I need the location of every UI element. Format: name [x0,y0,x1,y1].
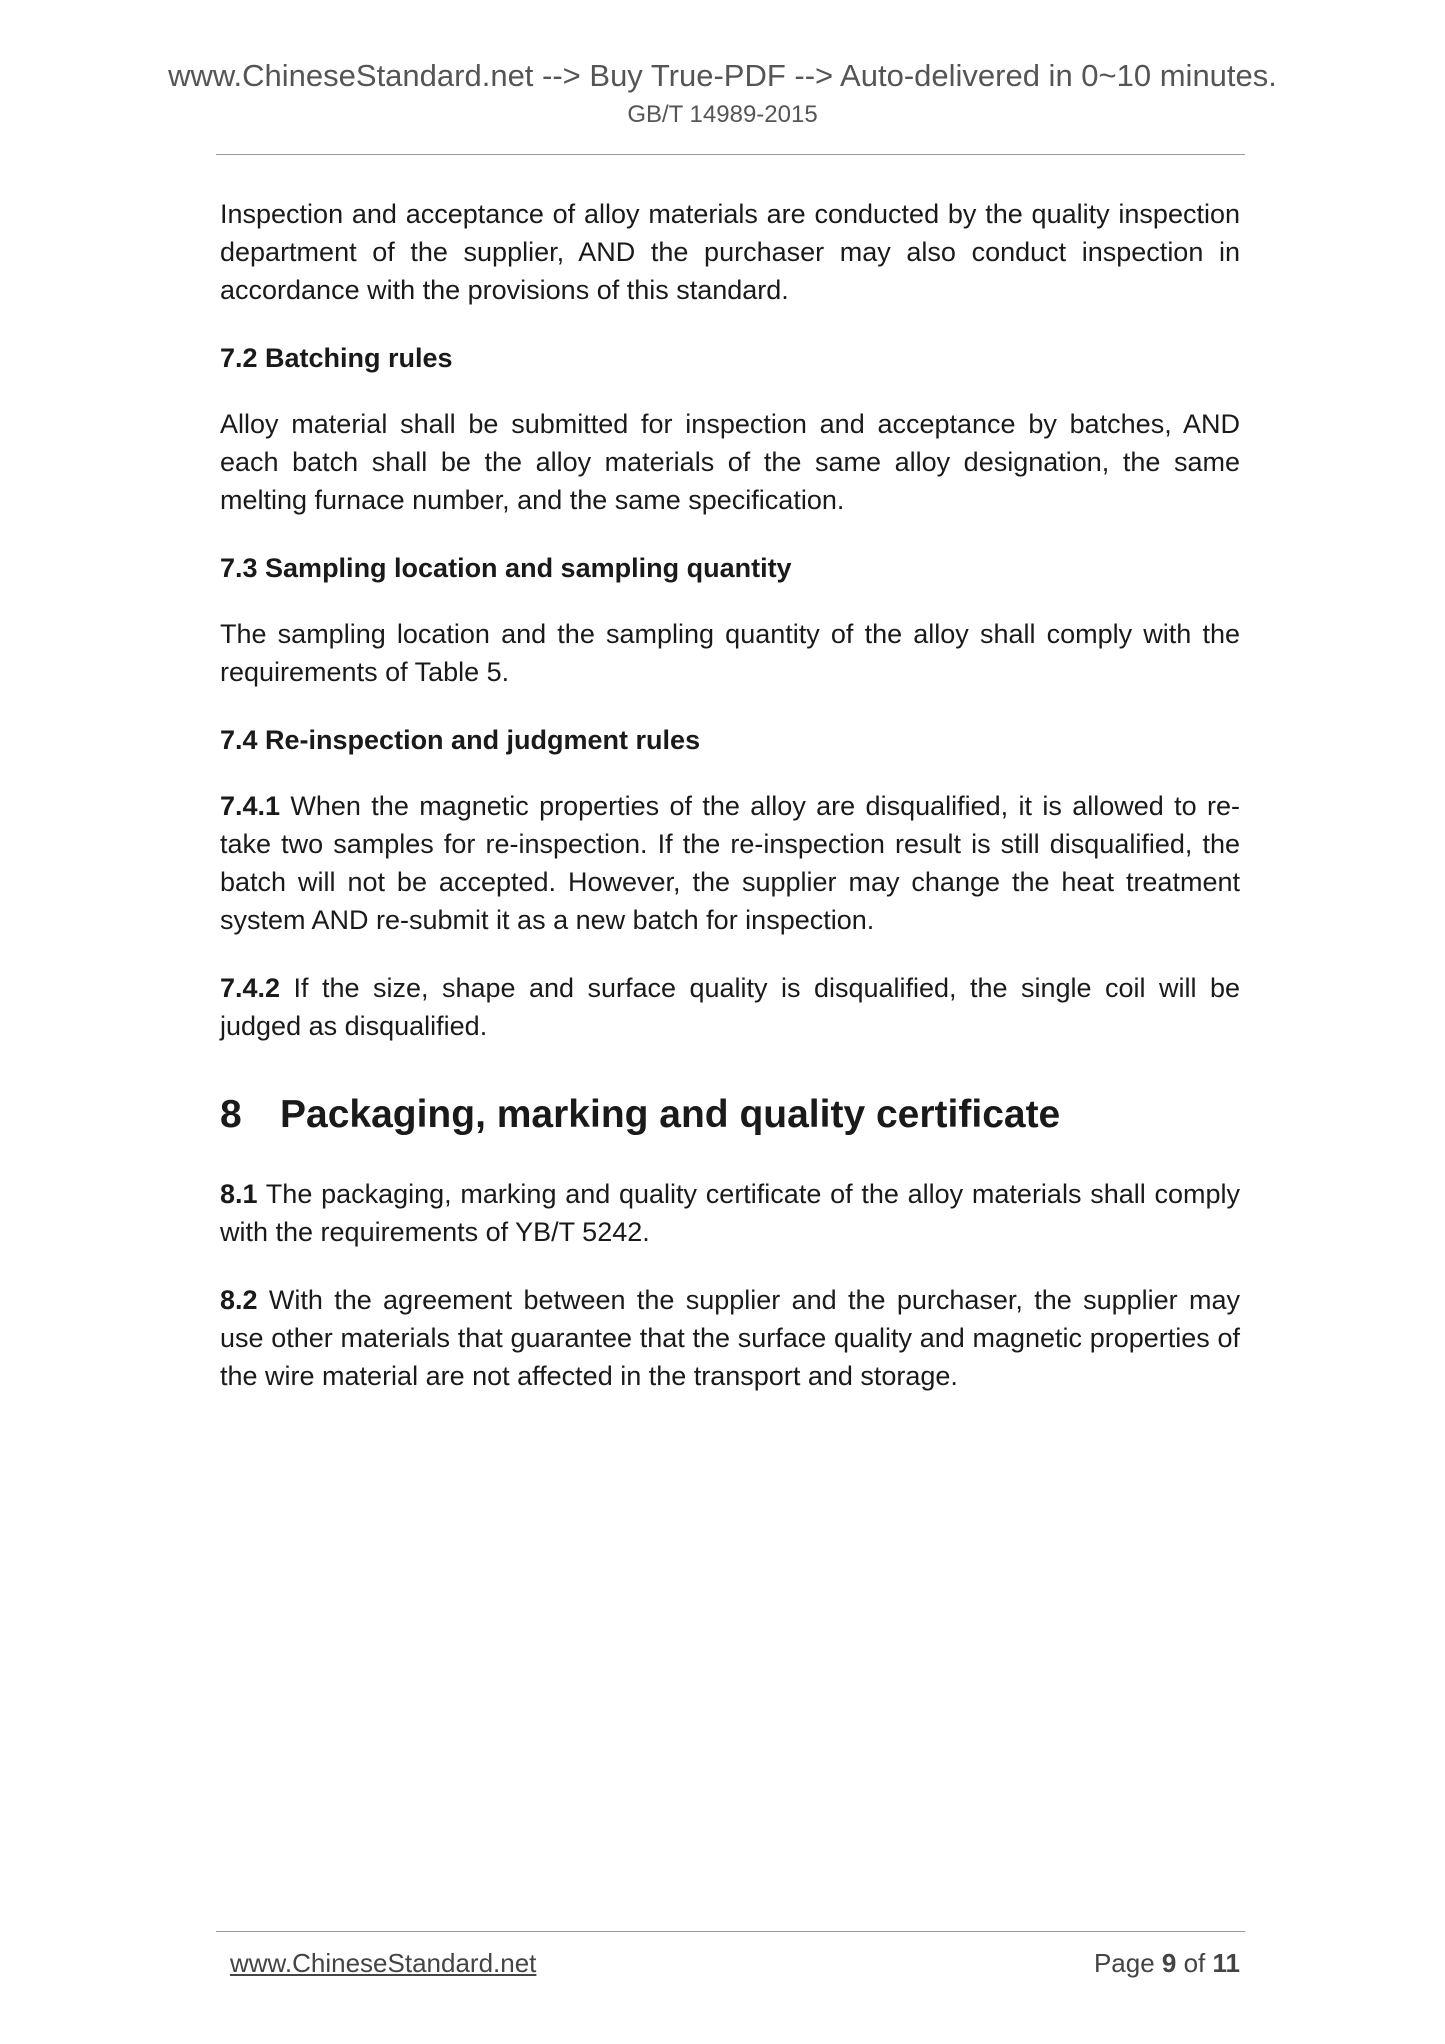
header-banner: www.ChineseStandard.net --> Buy True-PDF --> Auto-delivered in 0~10 minutes. [168,58,1277,93]
page-indicator [1094,1946,1240,1980]
clause-number: 8.1 [220,1179,258,1209]
page-header [0,58,1445,130]
clause-8-2 [220,1281,1240,1395]
clause-number: 7.4.1 [220,791,281,821]
section-title: Packaging, marking and quality certificate [280,1093,1061,1136]
clause-text: With the agreement between the supplier and the purchaser, the supplier may use other materials that guarantee that the surface quality and magnetic properties of the wire material are not affected in the transport and storage. [220,1285,1240,1391]
document-code: GB/T 14989-2015 [627,101,818,128]
clause-number: 8.2 [220,1285,258,1315]
header-divider [216,154,1245,155]
page-of: of [1176,1948,1213,1978]
section-8-heading [220,1091,1240,1139]
clause-8-1 [220,1175,1240,1251]
page-body [220,195,1240,1425]
clause-text: The packaging, marking and quality certificate of the alloy materials shall comply with the requirements of YB/T 5242. [220,1179,1240,1247]
heading-7-3: 7.3 Sampling location and sampling quantity [220,553,792,583]
heading-7-4: 7.4 Re-inspection and judgment rules [220,725,701,755]
clause-number: 7.4.2 [220,973,281,1003]
total-pages: 11 [1212,1948,1240,1978]
heading-7-2: 7.2 Batching rules [220,343,453,373]
paragraph-7-2: Alloy material shall be submitted for inspection and acceptance by batches, AND each batch shall be the alloy materials of the same alloy designation, the same melting furnace number, and the same specification. [220,409,1240,515]
clause-7-4-2 [220,969,1240,1045]
footer-divider [216,1931,1245,1932]
current-page: 9 [1161,1948,1177,1978]
section-number: 8 [220,1093,242,1136]
clause-7-4-1 [220,787,1240,939]
paragraph-7-3: The sampling location and the sampling quantity of the alloy shall comply with the requirements of Table 5. [220,619,1240,687]
clause-text: When the magnetic properties of the alloy are disqualified, it is allowed to re-take two samples for re-inspection. If the re-inspection result is still disqualified, the batch will not be accepted. However, the supplier may change the heat treatment system AND re-submit it as a new batch for inspection. [220,791,1240,935]
page-prefix: Page [1093,1948,1162,1978]
clause-text: If the size, shape and surface quality is disqualified, the single coil will be judged as disqualified. [220,973,1240,1041]
intro-paragraph: Inspection and acceptance of alloy materials are conducted by the quality inspection department of the supplier, AND the purchaser may also conduct inspection in accordance with the provisions of this standard. [220,199,1240,305]
footer-website-link[interactable]: www.ChineseStandard.net [230,1948,537,1978]
